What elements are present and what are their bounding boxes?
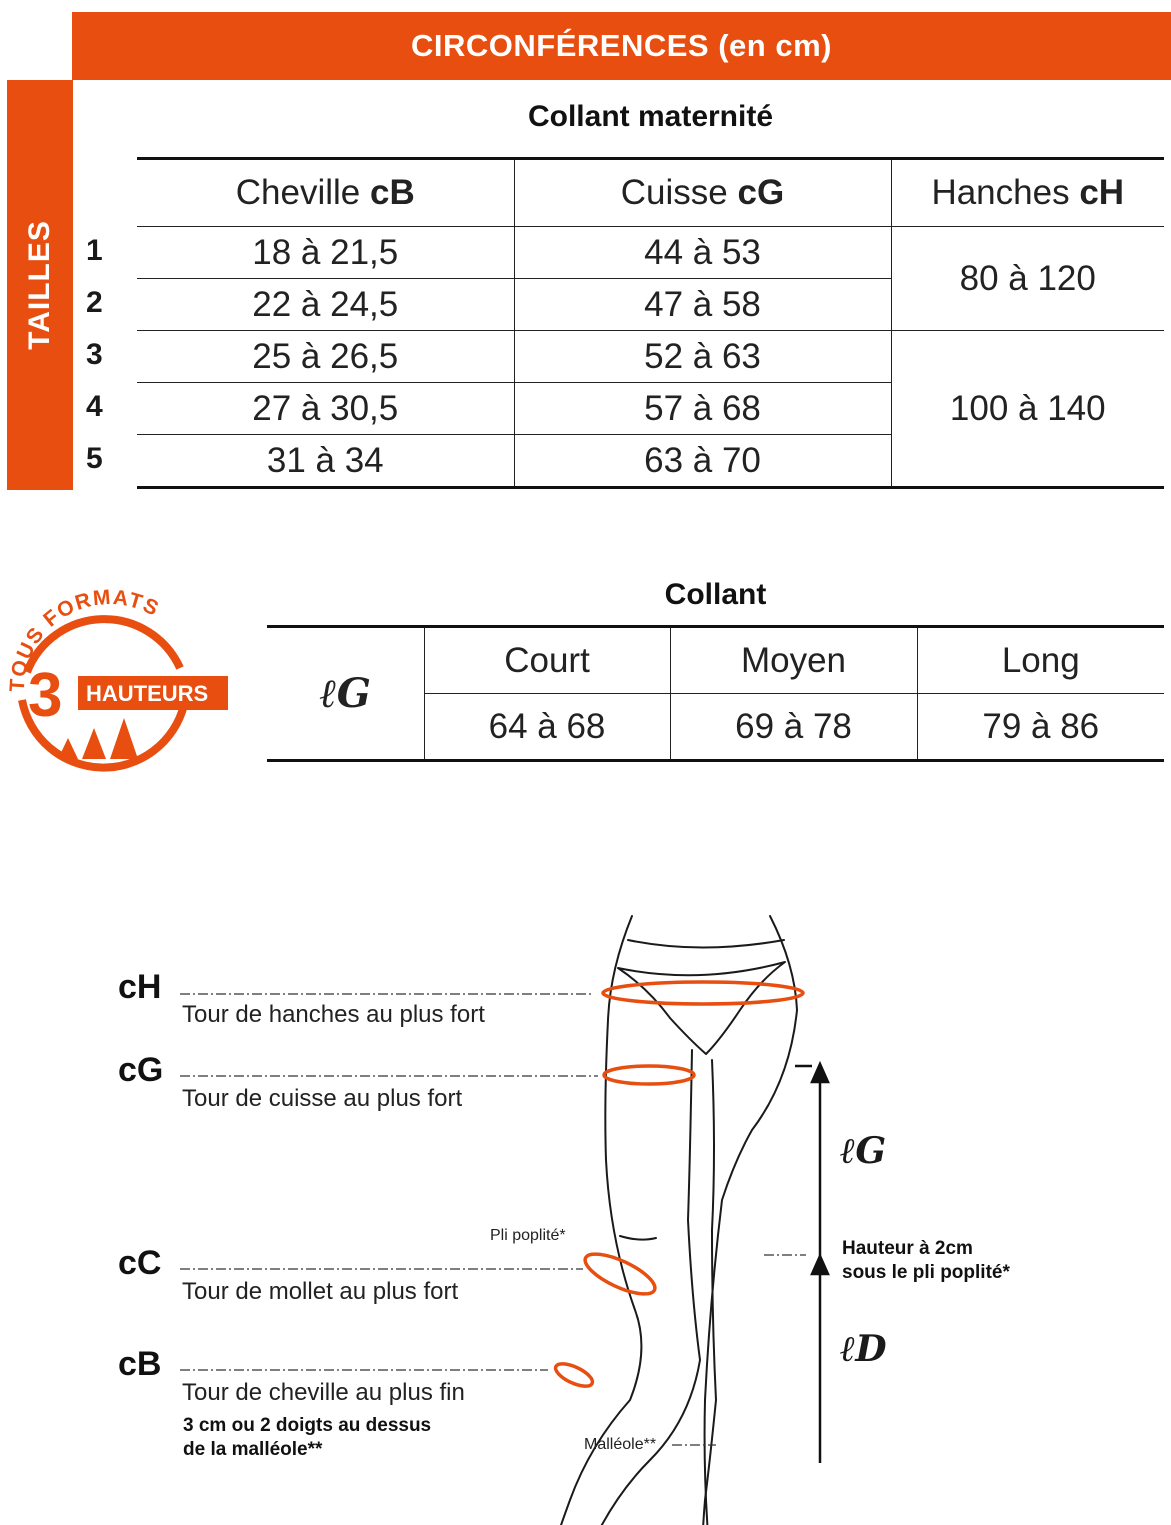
hip-description: Tour de hanches au plus fort	[182, 1001, 485, 1028]
size-number: 4	[86, 390, 103, 423]
calf-measure-ring	[580, 1246, 660, 1302]
cuisse-cell: 44 à 53	[514, 227, 891, 279]
thigh-code: cG	[118, 1051, 164, 1089]
badge-label: HAUTEURS	[86, 681, 209, 706]
sizes-label-text: TAILLES	[23, 220, 56, 350]
cheville-cell: 22 à 24,5	[137, 279, 514, 331]
briefs-outline	[618, 962, 785, 1054]
inner-right-leg-line	[701, 1060, 716, 1525]
cheville-cell: 27 à 30,5	[137, 383, 514, 435]
thigh-measure-ring	[604, 1066, 694, 1084]
arrow-up-head-knee	[812, 1256, 828, 1274]
col-header-cheville: Cheville cB	[137, 159, 514, 227]
table-header-row	[137, 159, 1164, 227]
ankle-note-line1: 3 cm ou 2 doigts au dessus	[183, 1415, 432, 1436]
malleole-label: Malléole**	[584, 1436, 657, 1453]
col-header-cuisse: Cuisse cG	[514, 159, 891, 227]
peak-icon	[58, 738, 78, 759]
cuisse-cell: 63 à 70	[514, 435, 891, 488]
ankle-measure-ring	[552, 1359, 595, 1390]
badge-arc-text: TOUS FORMATS	[5, 585, 164, 693]
cheville-cell: 25 à 26,5	[137, 331, 514, 383]
maternity-table-title: Collant maternité	[527, 100, 774, 133]
thigh-length-label: ℓG	[840, 1130, 887, 1172]
peak-icon	[82, 728, 106, 759]
ankle-description: Tour de cheville au plus fin	[182, 1379, 465, 1406]
waist-line	[628, 940, 784, 948]
arrow-up-head-top	[812, 1064, 828, 1082]
outer-right-leg-line	[705, 916, 797, 1525]
three-heights-badge	[2, 580, 234, 790]
hip-measure-ring	[603, 982, 803, 1004]
page-title: CIRCONFÉRENCES (en cm)	[411, 28, 832, 63]
table-row	[137, 331, 1164, 383]
col-header-hanches: Hanches cH	[891, 159, 1164, 227]
knee-length-label: ℓD	[840, 1328, 887, 1370]
knee-crease-label: Pli poplité*	[490, 1227, 566, 1244]
size-number: 1	[86, 234, 103, 267]
height-note-line2: sous le pli poplité*	[842, 1262, 1010, 1283]
cheville-cell: 31 à 34	[137, 435, 514, 488]
calf-description: Tour de mollet au plus fort	[182, 1278, 459, 1305]
cheville-cell: 18 à 21,5	[137, 227, 514, 279]
long-value: 79 à 86	[917, 694, 1164, 761]
height-note-line1: Hauteur à 2cm	[842, 1238, 973, 1259]
cuisse-cell: 47 à 58	[514, 279, 891, 331]
thigh-description: Tour de cuisse au plus fort	[182, 1085, 463, 1112]
badge-number: 3	[28, 661, 63, 730]
hip-code: cH	[118, 968, 162, 1006]
leg-measurement-diagram	[0, 900, 1171, 1525]
calf-code: cC	[118, 1244, 162, 1282]
collant-table-title: Collant	[664, 578, 767, 611]
size-number: 2	[86, 286, 103, 319]
hanches-cell: 80 à 120	[891, 227, 1164, 331]
ankle-code: cB	[118, 1345, 162, 1383]
size-number: 3	[86, 338, 103, 371]
peak-icon	[110, 718, 138, 759]
hanches-cell: 100 à 140	[891, 331, 1164, 488]
collant-length-table	[267, 625, 1164, 762]
moyen-value: 69 à 78	[670, 694, 917, 761]
ankle-note-line2: de la malléole**	[183, 1439, 323, 1460]
col-header-moyen: Moyen	[670, 627, 917, 694]
sizes-side-label	[7, 80, 73, 490]
knee-crease	[620, 1236, 656, 1240]
col-header-long: Long	[917, 627, 1164, 694]
size-number: 5	[86, 442, 103, 475]
outer-left-leg-line	[510, 916, 641, 1525]
table-row	[137, 227, 1164, 279]
maternity-size-table	[137, 157, 1164, 489]
cuisse-cell: 57 à 68	[514, 383, 891, 435]
table-header-row	[267, 627, 1164, 694]
court-value: 64 à 68	[424, 694, 670, 761]
length-code-cell: ℓG	[267, 627, 424, 761]
cuisse-cell: 52 à 63	[514, 331, 891, 383]
col-header-court: Court	[424, 627, 670, 694]
